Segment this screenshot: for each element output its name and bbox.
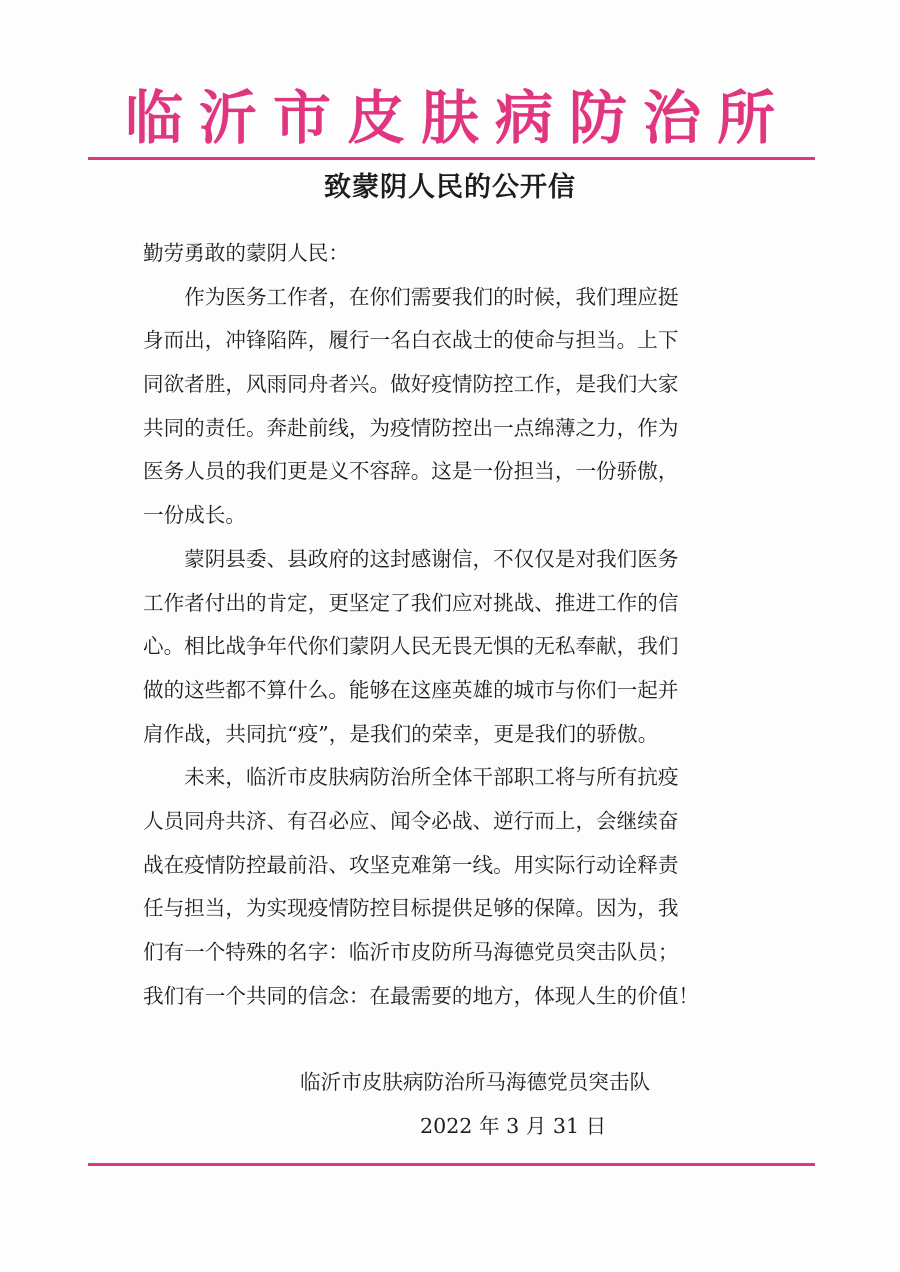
body-line: 医务人员的我们更是义不容辞。这是一份担当，一份骄傲， [143, 459, 679, 484]
letterhead-divider-top [88, 157, 815, 160]
salutation: 勤劳勇敢的蒙阴人民： [143, 241, 349, 265]
body-line: 蒙阴县委、县政府的这封感谢信，不仅仅是对我们医务 [143, 546, 679, 571]
letter-title: 致蒙阴人民的公开信 [324, 172, 576, 203]
body-line: 作为医务工作者，在你们需要我们的时候，我们理应挺 [143, 284, 679, 309]
signature-date: 2022 年 3 月 31 日 [420, 1114, 607, 1138]
body-line: 一份成长。 [143, 503, 246, 528]
body-line: 工作者付出的肯定，更坚定了我们应对挑战、推进工作的信 [143, 590, 679, 615]
body-line: 身而出，冲锋陷阵，履行一名白衣战士的使命与担当。上下 [143, 328, 679, 353]
letterhead-organization: 临沂市皮肤病防治所 [124, 84, 791, 152]
body-line: 我们有一个共同的信念：在最需要的地方，体现人生的价值！ [143, 983, 700, 1008]
body-line: 战在疫情防控最前沿、攻坚克难第一线。用实际行动诠释责 [143, 852, 679, 877]
body-line: 共同的责任。奔赴前线，为疫情防控出一点绵薄之力，作为 [143, 415, 679, 440]
body-line: 同欲者胜，风雨同舟者兴。做好疫情防控工作，是我们大家 [143, 372, 679, 397]
body-line: 任与担当，为实现疫情防控目标提供足够的保障。因为，我 [143, 896, 679, 921]
body-line: 人员同舟共济、有召必应、闻令必战、逆行而上，会继续奋 [143, 808, 679, 833]
body-line: 心。相比战争年代你们蒙阴人民无畏无惧的无私奉献，我们 [143, 634, 679, 659]
body-line: 们有一个特殊的名字：临沂市皮防所马海德党员突击队员； [143, 940, 679, 964]
footer-divider [88, 1163, 815, 1166]
letter-body [143, 232, 763, 1018]
body-line: 肩作战，共同抗“疫”，是我们的荣幸，更是我们的骄傲。 [143, 721, 659, 746]
body-line: 做的这些都不算什么。能够在这座英雄的城市与你们一起并 [143, 677, 679, 702]
signature-organization: 临沂市皮肤病防治所马海德党员突击队 [300, 1070, 651, 1094]
body-line: 未来，临沂市皮肤病防治所全体干部职工将与所有抗疫 [143, 765, 679, 790]
